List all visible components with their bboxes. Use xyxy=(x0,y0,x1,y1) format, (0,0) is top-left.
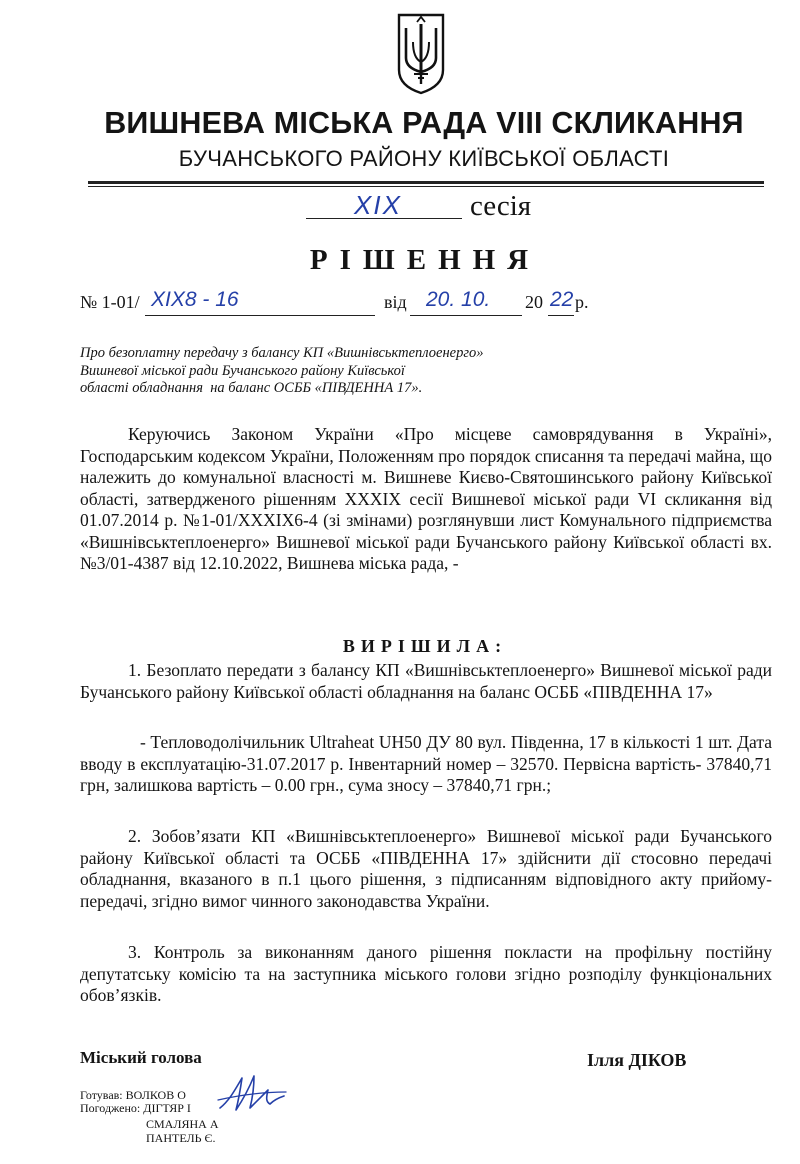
council-title: ВИШНЕВА МІСЬКА РАДА VIII СКЛИКАННЯ xyxy=(104,106,744,140)
document-number: XIX8 - 16 xyxy=(151,288,239,311)
mayor-title: Міський голова xyxy=(80,1048,202,1067)
year-suffix: р. xyxy=(575,292,589,312)
prepared-by: Готував: ВОЛКОВ О xyxy=(80,1088,186,1102)
decision-item-2: 2. Зобов’язати КП «Вишнівськтеплоенерго» Вишневої міської ради Бучанського району Київської області та ОСББ «ПІВДЕННА 17» здійснити дії стосовно передачі обладнання, вказаного в п.1 цього рішення, з підписанням відповідного акту прийому-передачі, згідно вимог чинного законодавства України. xyxy=(80,826,772,911)
council-subtitle: БУЧАНСЬКОГО РАЙОНУ КИЇВСЬКОЇ ОБЛАСТІ xyxy=(178,146,670,171)
year-prefix: 20 xyxy=(525,292,543,312)
handwritten-signature-icon xyxy=(216,1070,288,1116)
document-year-field xyxy=(548,288,574,316)
preamble-paragraph: Керуючись Законом України «Про місцеве самоврядування в Україні», Господарським кодексом України, Положенням про порядок списання та передачі майна, що належить до комунальної власності м. Вишневе Києво-Святошинського району Київської області, затвердженого рішенням XXXIX сесії Вишневої міської ради VI скликання від 01.07.2014 р. №1-01/XXXIX6-4 (зі змінами) розглянувши лист Комунального підприємства «Вишнівськтеплоенерго» Вишневої міської ради Бучанського району Київської області вх. №3/01-4387 від 12.10.2022, Вишнева міська рада, - xyxy=(80,424,772,573)
header-divider xyxy=(88,181,764,184)
decision-item-1-bullet: - Тепловодолічильник Ultraheat UH50 ДУ 80 вул. Південна, 17 в кількості 1 шт. Дата вводу в експлуатацію-31.07.2017 р. Інвентарний номер – 32570. Первісна вартість- 37840,71 грн, залишкова вартість – 0.00 грн., сума зносу – 37840,71 грн.; xyxy=(80,732,772,795)
document-year: 22 xyxy=(550,288,574,311)
document-date-field xyxy=(410,288,522,316)
document-number-field xyxy=(145,288,375,316)
approver-name: СМАЛЯНА А xyxy=(146,1117,219,1131)
trident-coat-of-arms-icon xyxy=(396,12,446,96)
decision-subject: Про безоплатну передачу з балансу КП «Вишнівськтеплоенерго» Вишневої міської ради Бучанського району Київської області обладнання на баланс ОСББ «ПІВДЕННА 17». xyxy=(80,345,484,396)
session-number: XIX xyxy=(354,190,402,220)
date-prefix: від xyxy=(384,292,407,312)
session-label: сесія xyxy=(470,190,532,222)
mayor-name: Ілля ДІКОВ xyxy=(587,1050,687,1070)
approved-by: Погоджено: ДІГТЯР І xyxy=(80,1101,191,1115)
decided-heading: ВИРІШИЛА: xyxy=(342,636,508,656)
approver-name: ПАНТЕЛЬ Є. xyxy=(146,1131,216,1145)
document-title: РІШЕННЯ xyxy=(309,244,541,276)
decision-item-3: 3. Контроль за виконанням даного рішення покласти на профільну постійну депутатську комісію та на заступника міського голови згідно розподілу функціональних обов’язків. xyxy=(80,942,772,1005)
decision-item-1: 1. Безоплато передати з балансу КП «Вишнівськтеплоенерго» Вишневої міської ради Бучанського району Київської області обладнання на баланс ОСББ «ПІВДЕННА 17» xyxy=(80,660,772,702)
number-prefix: № 1-01/ xyxy=(80,292,140,312)
document-date: 20. 10. xyxy=(426,288,491,311)
header-divider-thin xyxy=(88,186,764,187)
